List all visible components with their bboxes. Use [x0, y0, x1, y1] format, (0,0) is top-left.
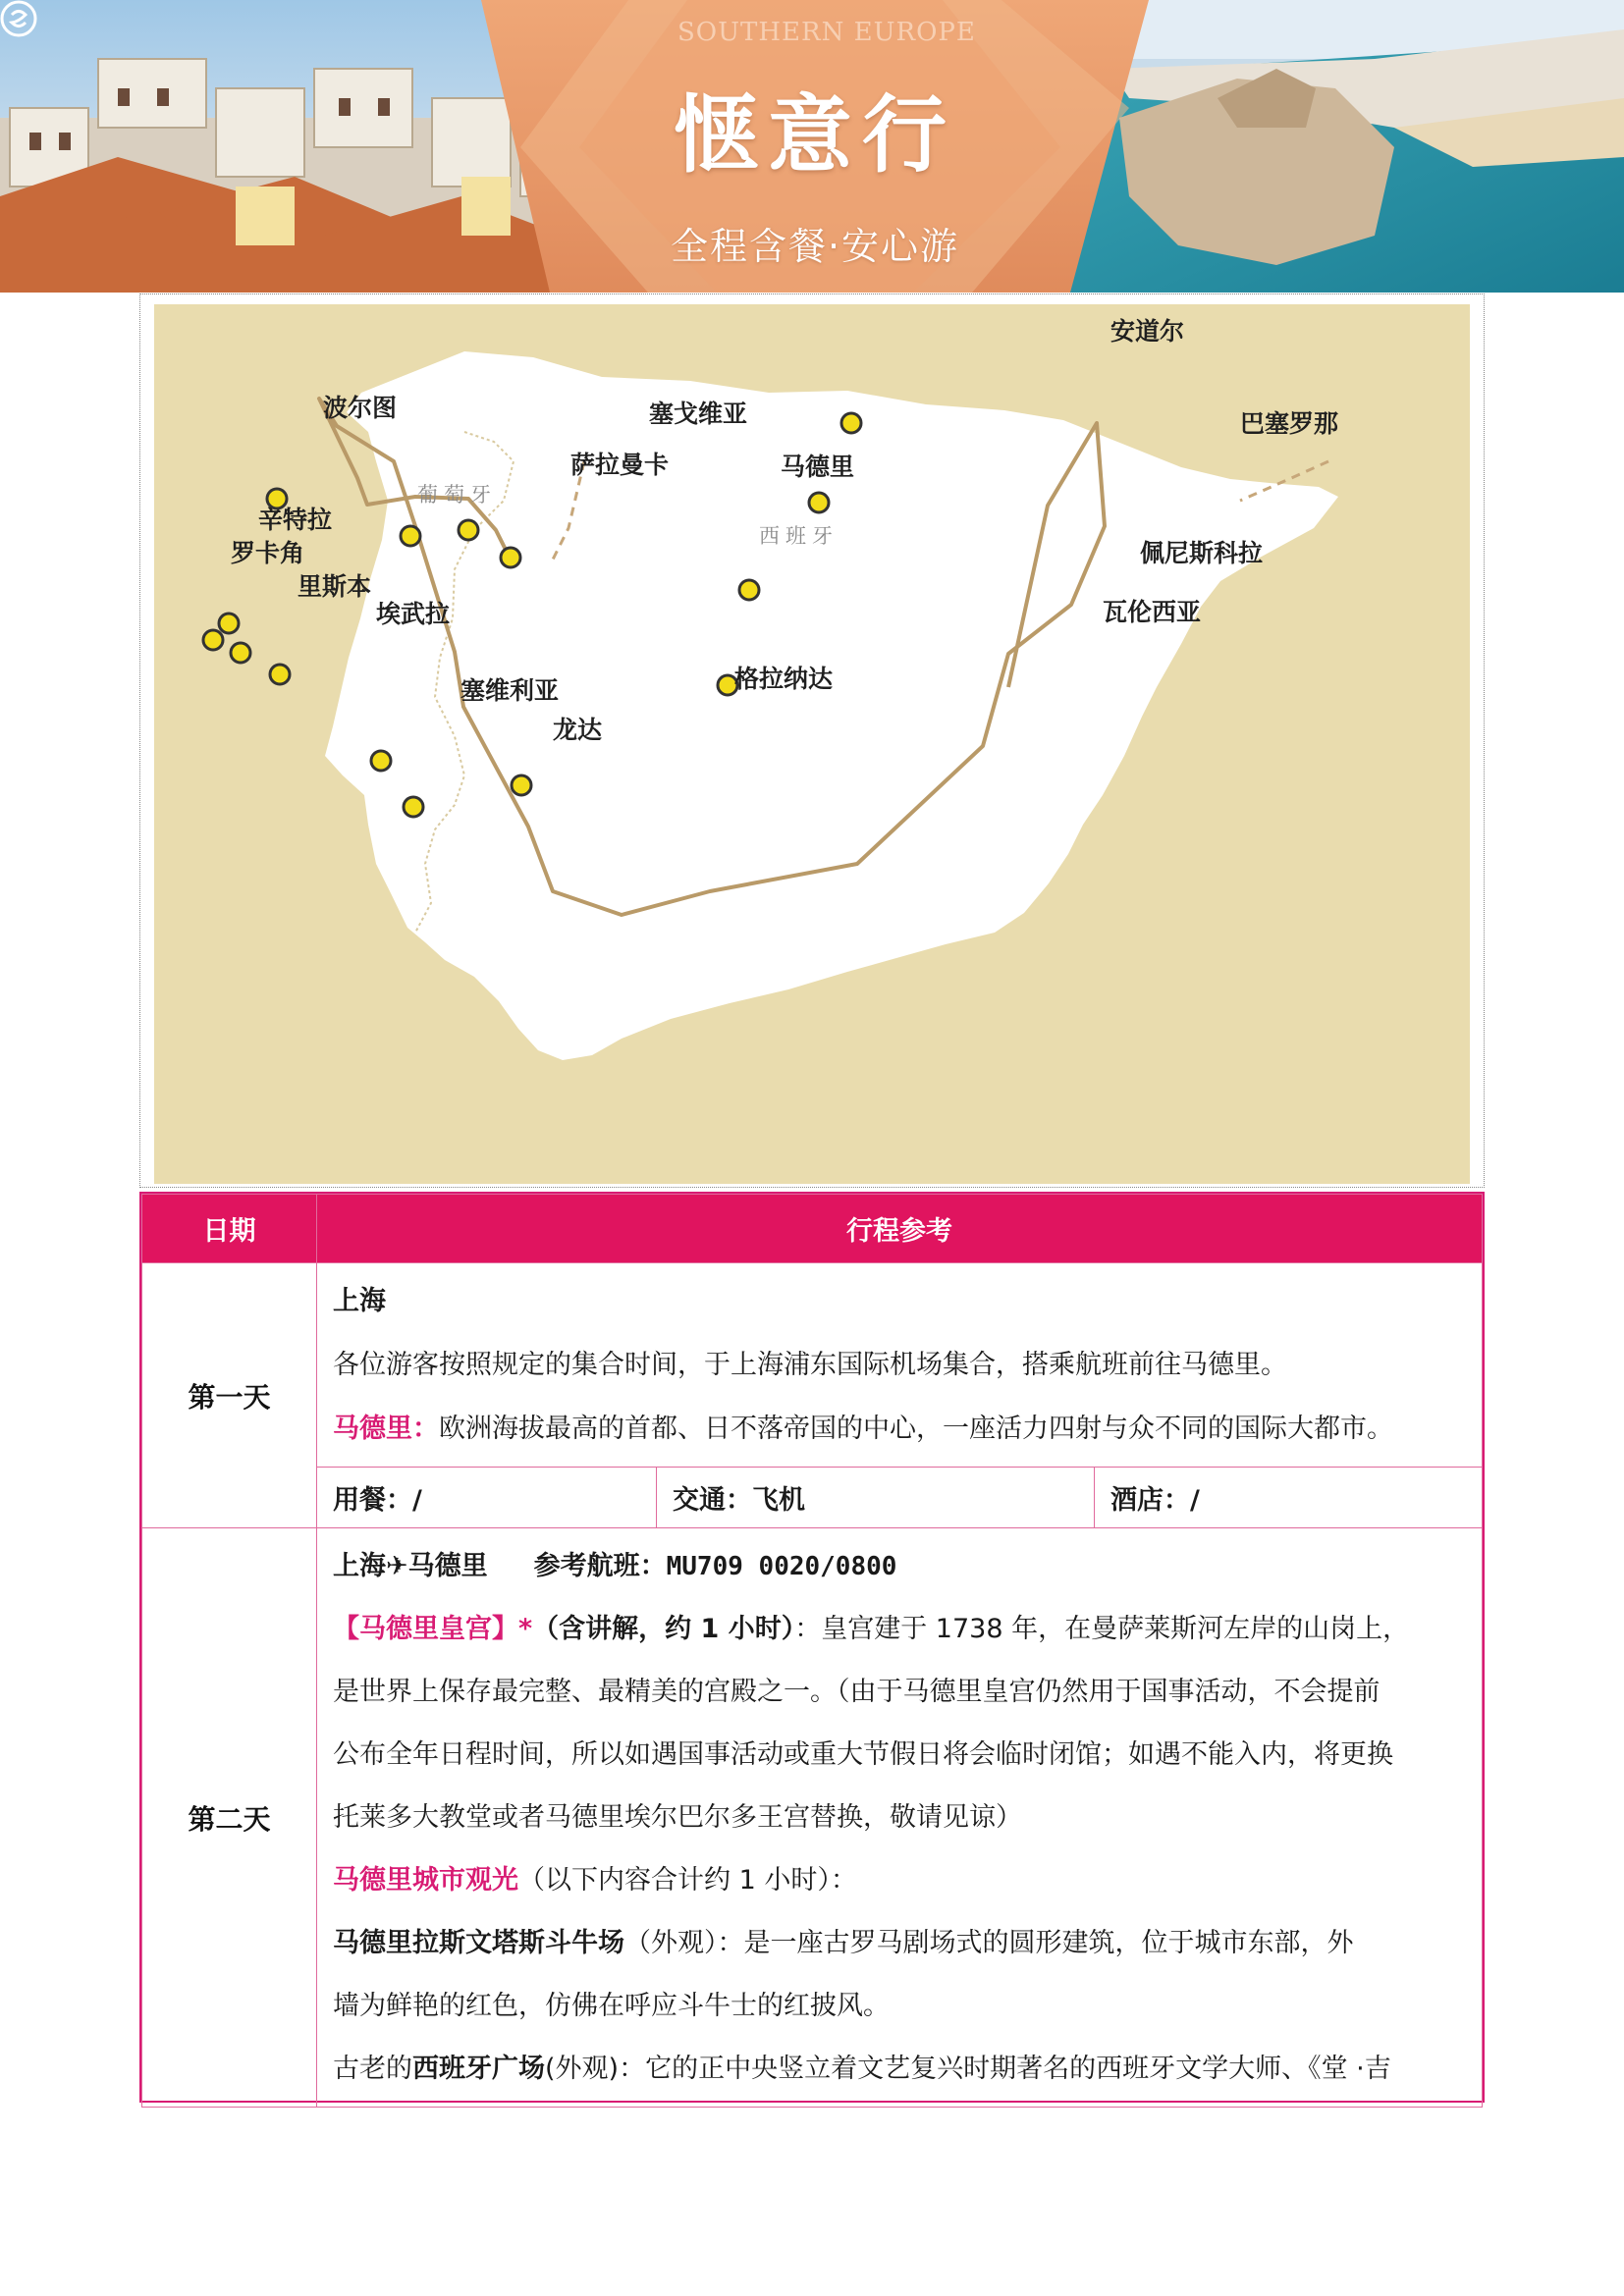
marker-peniscola: [739, 580, 759, 600]
day2-label: 第二天: [142, 1528, 317, 2108]
day1-text: 各位游客按照规定的集合时间，于上海浦东国际机场集合，搭乘航班前往马德里。: [333, 1350, 1287, 1380]
city-tour-note: （以下内容合计约 1 小时）：: [518, 1864, 857, 1896]
marker-madrid: [501, 548, 520, 567]
table-header: [142, 1195, 1483, 1263]
day1-content: [317, 1263, 1483, 1468]
itinerary-table: [139, 1192, 1485, 2103]
header-date: 日期: [142, 1195, 317, 1263]
banner-title: 惬意行: [674, 85, 956, 185]
bullring-text-2: 墙为鲜艳的红色，仿佛在呼应斗牛士的红披风。: [333, 1990, 890, 2021]
day2-row: [142, 1528, 1483, 2108]
day1-label: 第一天: [142, 1263, 317, 1528]
marker-sintra: [219, 614, 239, 633]
banner-subtitle: SOUTHERN EUROPE: [677, 18, 976, 47]
day2-content: [317, 1528, 1483, 2108]
marker-cabo-da-roca: [203, 630, 223, 650]
day2-route-line: [333, 1535, 1468, 1598]
day1-city: 上海: [333, 1286, 386, 1316]
city-label-sintra: 辛特拉: [258, 506, 333, 534]
palace-text: ：皇宫建于 1738 年，在曼萨莱斯河左岸的山岗上，: [794, 1613, 1410, 1644]
day2-route: 上海✈马德里: [333, 1550, 488, 1581]
city-tour-title: 马德里城市观光: [333, 1864, 518, 1896]
flight-number: MU709 0020/0800: [666, 1551, 897, 1581]
marker-andorra: [841, 413, 861, 433]
plaza-name: 西班牙广场: [412, 2053, 545, 2084]
palace-line: [333, 1598, 1468, 1661]
logo-icon: [0, 0, 37, 37]
marker-evora: [270, 665, 290, 684]
marker-ronda: [404, 797, 423, 817]
madrid-description: 欧洲海拔最高的首都、日不落帝国的中心，一座活力四射与众不同的国际大都市。: [439, 1414, 1393, 1444]
plaza-text: (外观)：它的正中央竖立着文艺复兴时期著名的西班牙文学大师、《堂 ·吉: [545, 2053, 1391, 2084]
city-label-cabo-da-roca: 罗卡角: [231, 539, 305, 567]
marker-barcelona: [809, 493, 829, 512]
country-label-portugal: 葡萄牙: [417, 483, 497, 507]
day1-madrid-line: [333, 1397, 1468, 1461]
country-label-spain: 西班牙: [759, 524, 839, 548]
marker-seville: [371, 751, 391, 771]
city-label-andorra: 安道尔: [1110, 317, 1185, 346]
city-label-seville: 塞维利亚: [460, 676, 560, 705]
marker-lisbon: [231, 643, 250, 663]
city-label-valencia: 瓦伦西亚: [1103, 598, 1202, 626]
palace-name: 【马德里皇宫】*: [333, 1613, 533, 1644]
palace-text-2: 是世界上保存最完整、最精美的宫殿之一。（由于马德里皇宫仍然用于国事活动，不会提前: [333, 1676, 1380, 1707]
bullring-name: 马德里拉斯文塔斯斗牛场: [333, 1927, 624, 1958]
day1-hotel: 酒店：/: [1095, 1468, 1483, 1528]
day1-row: [142, 1263, 1483, 1468]
city-label-granada: 格拉纳达: [734, 665, 834, 693]
palace-text-4: 托莱多大教堂或者马德里埃尔巴尔多王宫替换，敬请见谅）: [333, 1801, 1022, 1833]
marker-granada: [512, 775, 531, 795]
flight-label: 参考航班：: [533, 1550, 667, 1581]
city-label-peniscola: 佩尼斯科拉: [1140, 539, 1264, 567]
marker-salamanca: [401, 526, 420, 546]
city-label-barcelona: 巴塞罗那: [1240, 409, 1339, 438]
palace-text-3: 公布全年日程时间，所以如遇国事活动或重大节假日将会临时闭馆；如遇不能入内，将更换: [333, 1738, 1393, 1770]
plaza-line: [333, 2038, 1468, 2101]
plaza-prefix: 古老的: [333, 2053, 412, 2084]
banner-tagline: 全程含餐·安心游: [670, 225, 960, 268]
city-label-evora: 埃武拉: [376, 600, 451, 628]
header-itinerary: 行程参考: [317, 1195, 1483, 1263]
bullring-text: （外观）：是一座古罗马剧场式的圆形建筑，位于城市东部，外: [624, 1927, 1354, 1958]
city-label-salamanca: 萨拉曼卡: [570, 451, 670, 479]
city-tour-line: [333, 1849, 1468, 1912]
day1-info-row: [142, 1468, 1483, 1528]
route-map: [139, 294, 1485, 1188]
palace-note: （含讲解，约 1 小时）: [532, 1613, 795, 1644]
day1-meal: 用餐：/: [317, 1468, 657, 1528]
day1-transport: 交通：飞机: [657, 1468, 1095, 1528]
city-label-porto: 波尔图: [323, 394, 398, 422]
city-label-ronda: 龙达: [553, 716, 603, 744]
city-label-lisbon: 里斯本: [298, 572, 372, 601]
city-label-madrid: 马德里: [781, 453, 855, 481]
marker-segovia: [459, 520, 478, 540]
city-label-segovia: 塞戈维亚: [649, 400, 748, 428]
bullring-line: [333, 1912, 1468, 1975]
madrid-heading: 马德里：: [333, 1414, 439, 1444]
header-banner: [0, 0, 1624, 293]
